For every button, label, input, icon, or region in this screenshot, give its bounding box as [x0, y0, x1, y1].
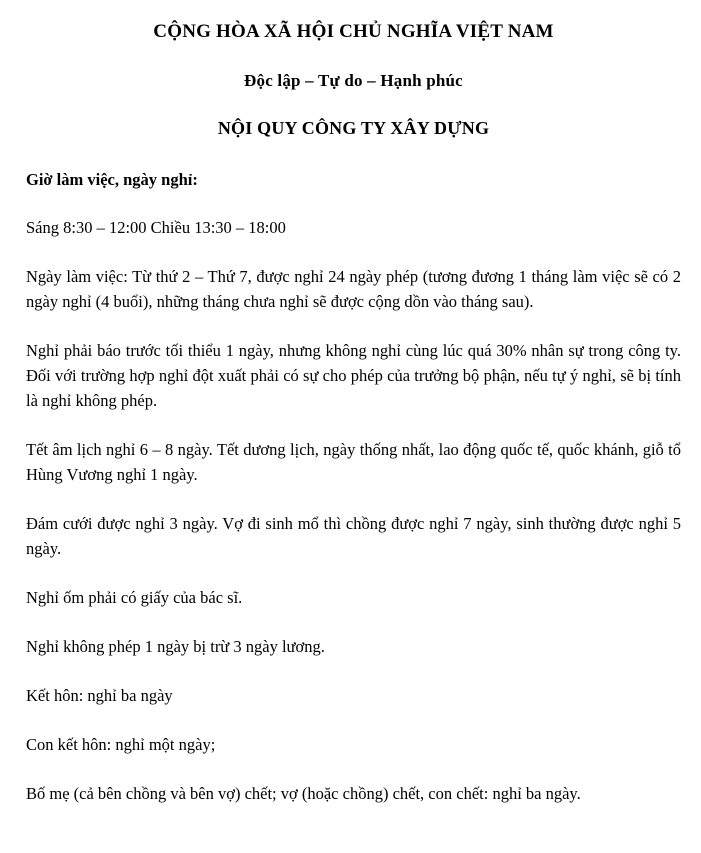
paragraph-working-hours: Sáng 8:30 – 12:00 Chiều 13:30 – 18:00: [26, 218, 286, 237]
paragraph-working-days: Ngày làm việc: Từ thứ 2 – Thứ 7, được nghỉ 24 ngày phép (tương đương 1 tháng làm việc sẽ có 2 ngày nghỉ (4 buổi), những tháng chưa nghỉ sẽ được cộng dồn vào tháng sau).: [26, 267, 681, 311]
paragraph-marriage-leave: Kết hôn: nghỉ ba ngày: [26, 686, 173, 705]
paragraph-child-marriage-leave: Con kết hôn: nghỉ một ngày;: [26, 735, 216, 754]
paragraph-leave-notice: Nghỉ phải báo trước tối thiểu 1 ngày, nhưng không nghỉ cùng lúc quá 30% nhân sự trong công ty. Đối với trường hợp nghỉ đột xuất phải có sự cho phép của trưởng bộ phận, nếu tự ý nghỉ, sẽ bị tính là nghỉ không phép.: [26, 341, 681, 410]
section-title-working-hours: Giờ làm việc, ngày nghỉ:: [26, 170, 198, 189]
paragraph-bereavement-leave: Bố mẹ (cả bên chồng và bên vợ) chết; vợ (hoặc chồng) chết, con chết: nghỉ ba ngày.: [26, 784, 581, 803]
paragraph-public-holidays: Tết âm lịch nghỉ 6 – 8 ngày. Tết dương lịch, ngày thống nhất, lao động quốc tế, quốc khánh, giỗ tổ Hùng Vương nghỉ 1 ngày.: [26, 440, 681, 484]
paragraph-sick-leave: Nghỉ ốm phải có giấy của bác sĩ.: [26, 588, 243, 607]
paragraph-unauthorized-leave-penalty: Nghỉ không phép 1 ngày bị trừ 3 ngày lương.: [26, 637, 325, 656]
national-motto: Độc lập – Tự do – Hạnh phúc: [244, 71, 463, 90]
paragraph-wedding-maternity-leave: Đám cưới được nghỉ 3 ngày. Vợ đi sinh mổ thì chồng được nghỉ 7 ngày, sinh thường được nghỉ 5 ngày.: [26, 514, 681, 558]
national-title: CỘNG HÒA XÃ HỘI CHỦ NGHĨA VIỆT NAM: [153, 21, 554, 42]
document-title: NỘI QUY CÔNG TY XÂY DỰNG: [217, 118, 490, 138]
